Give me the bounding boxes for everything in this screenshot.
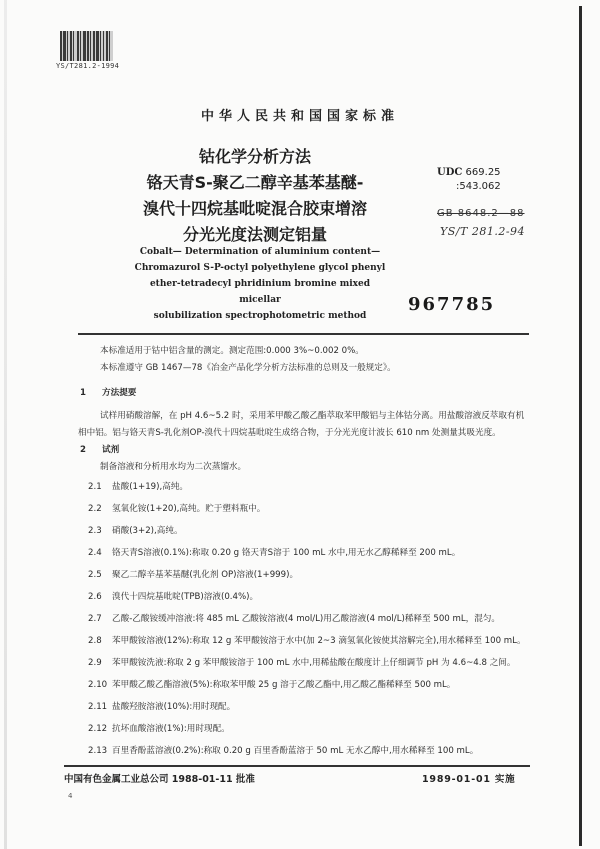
reagent-item <box>78 567 530 584</box>
title-cn-line-3: 溴代十四烷基吡啶混合胶束增溶 <box>142 199 367 218</box>
reagent-item <box>78 501 530 518</box>
reagent-text: 铬天青S溶液(0.1%):称取 0.20 g 铬天青S溶于 100 mL 水中,用无水乙醇稀释至 200 mL。 <box>112 548 461 558</box>
intro-scope: 本标准适用于钴中铝含量的测定。测定范围:0.000 3%~0.002 0%。 <box>100 346 364 356</box>
title-en-line-1: Cobalt— Determination of aluminium content— <box>139 247 381 257</box>
title-cn-line-1: 钴化学分析方法 <box>198 147 311 166</box>
reagent-item <box>78 677 530 694</box>
section-1-text: 试样用硝酸溶解，在 pH 4.6~5.2 时，采用苯甲酸乙酸乙酯萃取苯甲酸铝与主体钴分离。用盐酸溶液反萃取有机相中铝。铝与铬天青S-乳化剂OP-溴代十四烷基吡啶生成络合物，于分光光度计波长 610 nm 处测量其吸光度。 <box>78 411 525 438</box>
national-standard-heading: 中华人民共和国国家标准 <box>200 109 399 124</box>
approval-info: 中国有色金属工业总公司 1988-01-11 批准 <box>64 774 255 785</box>
barcode-bar <box>110 31 113 61</box>
reagent-text: 氢氧化铵(1+20),高纯。贮于塑料瓶中。 <box>112 504 266 514</box>
reagent-item <box>78 699 530 716</box>
reagent-text: 百里香酚蓝溶液(0.2%):称取 0.20 g 百里香酚蓝溶于 50 mL 无水乙醇中,用水稀释至 100 mL。 <box>112 746 479 756</box>
section-2-text: 制备溶液和分析用水均为二次蒸馏水。 <box>100 462 247 472</box>
reagent-number: 2.7 <box>88 614 102 624</box>
reagent-item <box>78 633 530 650</box>
section-1-number: 1 <box>80 388 86 398</box>
document-body <box>78 345 530 760</box>
title-cn-line-2: 铬天青S-聚乙二醇辛基苯基醚- <box>146 173 364 192</box>
reagent-text: 硝酸(3+2),高纯。 <box>112 526 183 536</box>
section-2-number: 2 <box>80 445 86 455</box>
reagent-item <box>78 523 530 540</box>
section-2-title: 试剂 <box>102 445 120 455</box>
scan-right-edge <box>579 6 582 846</box>
reagent-text: 盐酸(1+19),高纯。 <box>112 482 189 492</box>
reagent-number: 2.2 <box>88 504 102 514</box>
handwritten-new-standard-number: YS/T 281.2-94 <box>440 225 526 238</box>
barcode-code: YS/T281.2-1994 <box>56 62 120 70</box>
reagent-number: 2.8 <box>88 636 102 646</box>
reagent-number: 2.5 <box>88 570 102 580</box>
reagent-text: 盐酸羟胺溶液(10%):用时现配。 <box>112 702 236 712</box>
reagent-item <box>78 655 530 672</box>
section-1-heading <box>78 387 530 400</box>
reagent-item <box>78 545 530 562</box>
reagent-item <box>78 589 530 606</box>
reagent-number: 2.10 <box>88 680 108 690</box>
scan-left-edge <box>4 0 7 849</box>
reagent-number: 2.9 <box>88 658 102 668</box>
reagent-item <box>78 479 530 496</box>
footer-divider <box>64 765 530 767</box>
title-en-line-4: solubilization spectrophotometric method <box>153 311 367 321</box>
page-number: 4 <box>68 792 73 800</box>
udc-label: UDC <box>437 167 463 178</box>
reagent-text: 苯甲酸乙酸乙酯溶液(5%):称取苯甲酸 25 g 溶于乙酸乙酯中,用乙酸乙酯稀释至 500 mL。 <box>112 680 456 690</box>
reagent-number: 2.6 <box>88 592 102 602</box>
section-2-heading <box>78 444 530 457</box>
udc-classification <box>437 163 501 182</box>
udc-value-2: :543.062 <box>456 181 501 192</box>
udc-value: 669.25 <box>465 167 501 178</box>
barcode <box>60 31 116 61</box>
reagent-text: 苯甲酸铵溶液(12%):称取 12 g 苯甲酸铵溶于水中(加 2~3 滴氢氧化铵使其溶解完全),用水稀释至 100 mL。 <box>112 636 526 646</box>
reagent-item <box>78 721 530 738</box>
section-1-title: 方法提要 <box>102 388 137 398</box>
header-divider <box>78 333 529 335</box>
superseded-standard-number: GB 8648.2—88 <box>437 208 525 219</box>
reagent-text: 聚乙二醇辛基苯基醚(乳化剂 OP)溶液(1+999)。 <box>112 570 299 580</box>
title-en <box>130 244 390 324</box>
title-en-line-3: ether-tetradecyl phridinium bromine mixed micellar <box>149 279 371 305</box>
reagent-number: 2.1 <box>88 482 102 492</box>
reagent-text: 苯甲酸铵洗液:称取 2 g 苯甲酸铵溶于 100 mL 水中,用稀盐酸在酸度计上仔细调节 pH 为 4.6~4.8 之间。 <box>112 658 516 668</box>
reagent-number: 2.3 <box>88 526 102 536</box>
reagent-text: 溴代十四烷基吡啶(TPB)溶液(0.4%)。 <box>112 592 259 602</box>
serial-number: 967785 <box>408 294 496 315</box>
implementation-date: 1989-01-01 实施 <box>422 774 516 785</box>
reagent-item <box>78 743 530 760</box>
reagent-number: 2.12 <box>88 724 108 734</box>
title-en-line-2: Chromazurol S-P-octyl polyethylene glycol phenyl <box>134 263 386 273</box>
reagent-list <box>78 479 530 760</box>
title-cn-line-4: 分光光度法测定铝量 <box>182 225 327 244</box>
reagent-number: 2.13 <box>88 746 108 756</box>
reagent-number: 2.4 <box>88 548 102 558</box>
reagent-number: 2.11 <box>88 702 108 712</box>
reagent-text: 抗坏血酸溶液(1%):用时现配。 <box>112 724 230 734</box>
intro-compliance: 本标准遵守 GB 1467—78《冶金产品化学分析方法标准的总则及一般规定》。 <box>100 363 396 373</box>
reagent-item <box>78 611 530 628</box>
reagent-text: 乙酸-乙酸铵缓冲溶液:将 485 mL 乙酸铵溶液(4 mol/L)用乙酸溶液(4 mol/L)稀释至 500 mL，混匀。 <box>112 614 501 624</box>
